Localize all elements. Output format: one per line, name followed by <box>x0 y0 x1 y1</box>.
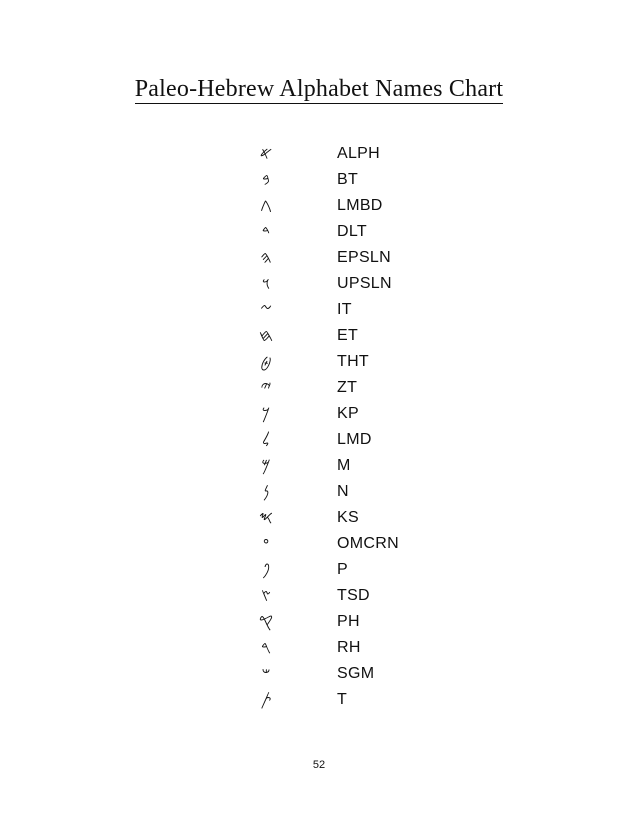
letter-name: ET <box>337 327 359 344</box>
paleo-letter-glyph: 𐤑 <box>260 586 271 606</box>
letter-row <box>0 583 638 609</box>
letter-name: LMD <box>337 431 372 448</box>
letter-name: ALPH <box>337 145 380 162</box>
alphabet-list <box>0 141 638 713</box>
letter-row <box>0 193 638 219</box>
letter-row <box>0 635 638 661</box>
letter-row <box>0 531 638 557</box>
letter-row <box>0 479 638 505</box>
letter-row <box>0 453 638 479</box>
page-number: 52 <box>312 759 326 771</box>
letter-name: ZT <box>337 379 358 396</box>
letter-row <box>0 427 638 453</box>
paleo-letter-glyph: 𐤌 <box>261 456 271 476</box>
letter-row <box>0 167 638 193</box>
letter-name: PH <box>337 613 360 630</box>
paleo-letter-glyph: 𐤋 <box>261 430 271 450</box>
letter-name: BT <box>337 171 359 188</box>
letter-row <box>0 609 638 635</box>
paleo-letter-glyph: 𐤔 <box>261 664 271 684</box>
letter-name: UPSLN <box>337 275 392 292</box>
letter-row <box>0 141 638 167</box>
page-title-text: Paleo-Hebrew Alphabet Names Chart <box>134 76 504 102</box>
letter-name: THT <box>337 353 370 370</box>
paleo-letter-glyph: 𐤐 <box>261 560 271 580</box>
paleo-letter-glyph: 𐤀 <box>259 144 273 164</box>
letter-name: RH <box>337 639 361 656</box>
letter-name: SGM <box>337 665 375 682</box>
letter-row <box>0 661 638 687</box>
paleo-letter-glyph: 𐤇 <box>258 326 274 346</box>
paleo-letter-glyph: 𐤁 <box>262 170 270 190</box>
paleo-letter-glyph: 𐤏 <box>262 534 270 554</box>
letter-row <box>0 375 638 401</box>
paleo-letter-glyph: 𐤄 <box>260 248 272 268</box>
page-title <box>0 76 638 103</box>
letter-name: P <box>337 561 348 578</box>
letter-name: KS <box>337 509 359 526</box>
paleo-letter-glyph: 𐤉 <box>260 378 272 398</box>
letter-row <box>0 401 638 427</box>
letter-row <box>0 687 638 713</box>
letter-name: T <box>337 691 348 708</box>
letter-row <box>0 271 638 297</box>
letter-name: IT <box>337 301 352 318</box>
letter-row <box>0 245 638 271</box>
letter-row <box>0 349 638 375</box>
letter-name: EPSLN <box>337 249 391 266</box>
letter-name: DLT <box>337 223 367 240</box>
letter-row <box>0 219 638 245</box>
letter-name: M <box>337 457 351 474</box>
paleo-letter-glyph: 𐤆 <box>259 300 273 320</box>
letter-row <box>0 557 638 583</box>
letter-row <box>0 505 638 531</box>
paleo-letter-glyph: 𐤂 <box>260 196 272 216</box>
paleo-letter-glyph: 𐤊 <box>261 404 271 424</box>
paleo-letter-glyph: 𐤈 <box>260 352 272 372</box>
letter-row <box>0 297 638 323</box>
letter-name: KP <box>337 405 359 422</box>
paleo-letter-glyph: 𐤍 <box>262 482 270 502</box>
letter-name: LMBD <box>337 197 383 214</box>
letter-name: OMCRN <box>337 535 399 552</box>
paleo-letter-glyph: 𐤅 <box>261 274 271 294</box>
letter-row <box>0 323 638 349</box>
letter-name: N <box>337 483 349 500</box>
paleo-letter-glyph: 𐤕 <box>260 690 272 710</box>
paleo-letter-glyph: 𐤓 <box>260 638 272 658</box>
paleo-letter-glyph: 𐤎 <box>258 508 274 528</box>
paleo-letter-glyph: 𐤒 <box>258 612 274 632</box>
letter-name: TSD <box>337 587 370 604</box>
paleo-letter-glyph: 𐤃 <box>261 222 271 242</box>
